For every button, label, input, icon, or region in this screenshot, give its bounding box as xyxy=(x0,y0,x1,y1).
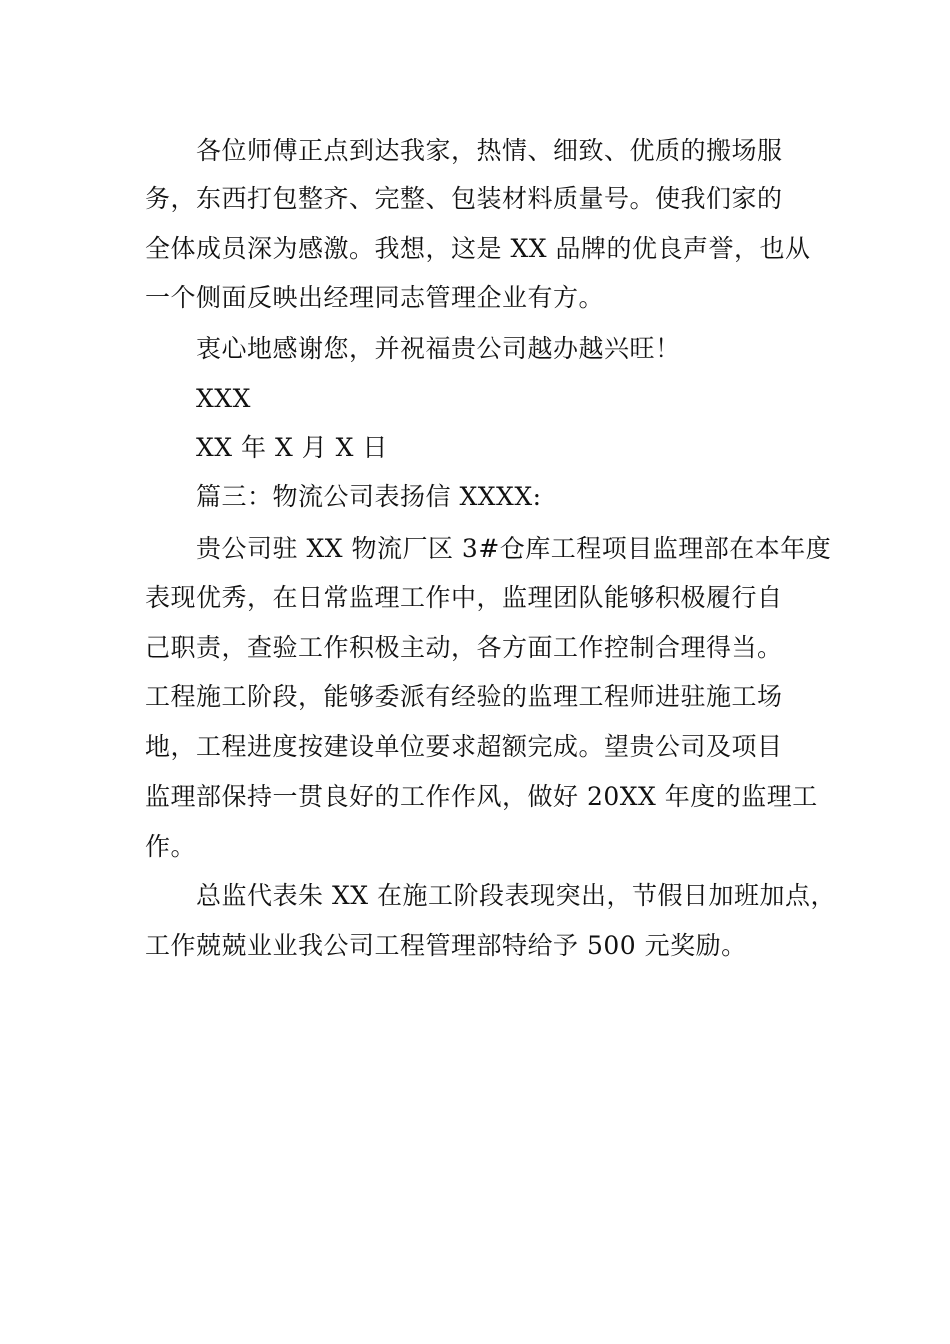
closing-line: 衷心地感谢您，并祝福贵公司越办越兴旺！ xyxy=(196,334,681,363)
paragraph-line: 工程施工阶段，能够委派有经验的监理工程师进驻施工场 xyxy=(145,682,783,711)
paragraph-line: 工作兢兢业业我公司工程管理部特给予 500 元奖励。 xyxy=(145,931,747,960)
paragraph-line: 地，工程进度按建设单位要求超额完成。望贵公司及项目 xyxy=(145,732,783,761)
paragraph-line: 作。 xyxy=(145,832,197,861)
paragraph-line: 一个侧面反映出经理同志管理企业有方。 xyxy=(145,283,605,312)
paragraph-line: 表现优秀，在日常监理工作中，监理团队能够积极履行自 xyxy=(145,583,783,612)
paragraph-line: 全体成员深为感激。我想，这是 XX 品牌的优良声誉，也从 xyxy=(145,234,811,263)
paragraph-line: 监理部保持一贯良好的工作作风，做好 20XX 年度的监理工 xyxy=(145,782,818,811)
section-heading: 篇三：物流公司表扬信 XXXX: xyxy=(196,482,542,511)
paragraph-line: 贵公司驻 XX 物流厂区 3#仓库工程项目监理部在本年度 xyxy=(196,534,832,563)
paragraph-line: 务，东西打包整齐、完整、包装材料质量号。使我们家的 xyxy=(145,184,783,213)
date-line: XX 年 X 月 X 日 xyxy=(196,433,388,462)
signature: XXX xyxy=(196,384,251,413)
paragraph-line: 己职责，查验工作积极主动，各方面工作控制合理得当。 xyxy=(145,633,783,662)
paragraph-line: 各位师傅正点到达我家，热情、细致、优质的搬场服 xyxy=(196,136,783,165)
paragraph-line: 总监代表朱 XX 在施工阶段表现突出，节假日加班加点， xyxy=(196,881,836,910)
